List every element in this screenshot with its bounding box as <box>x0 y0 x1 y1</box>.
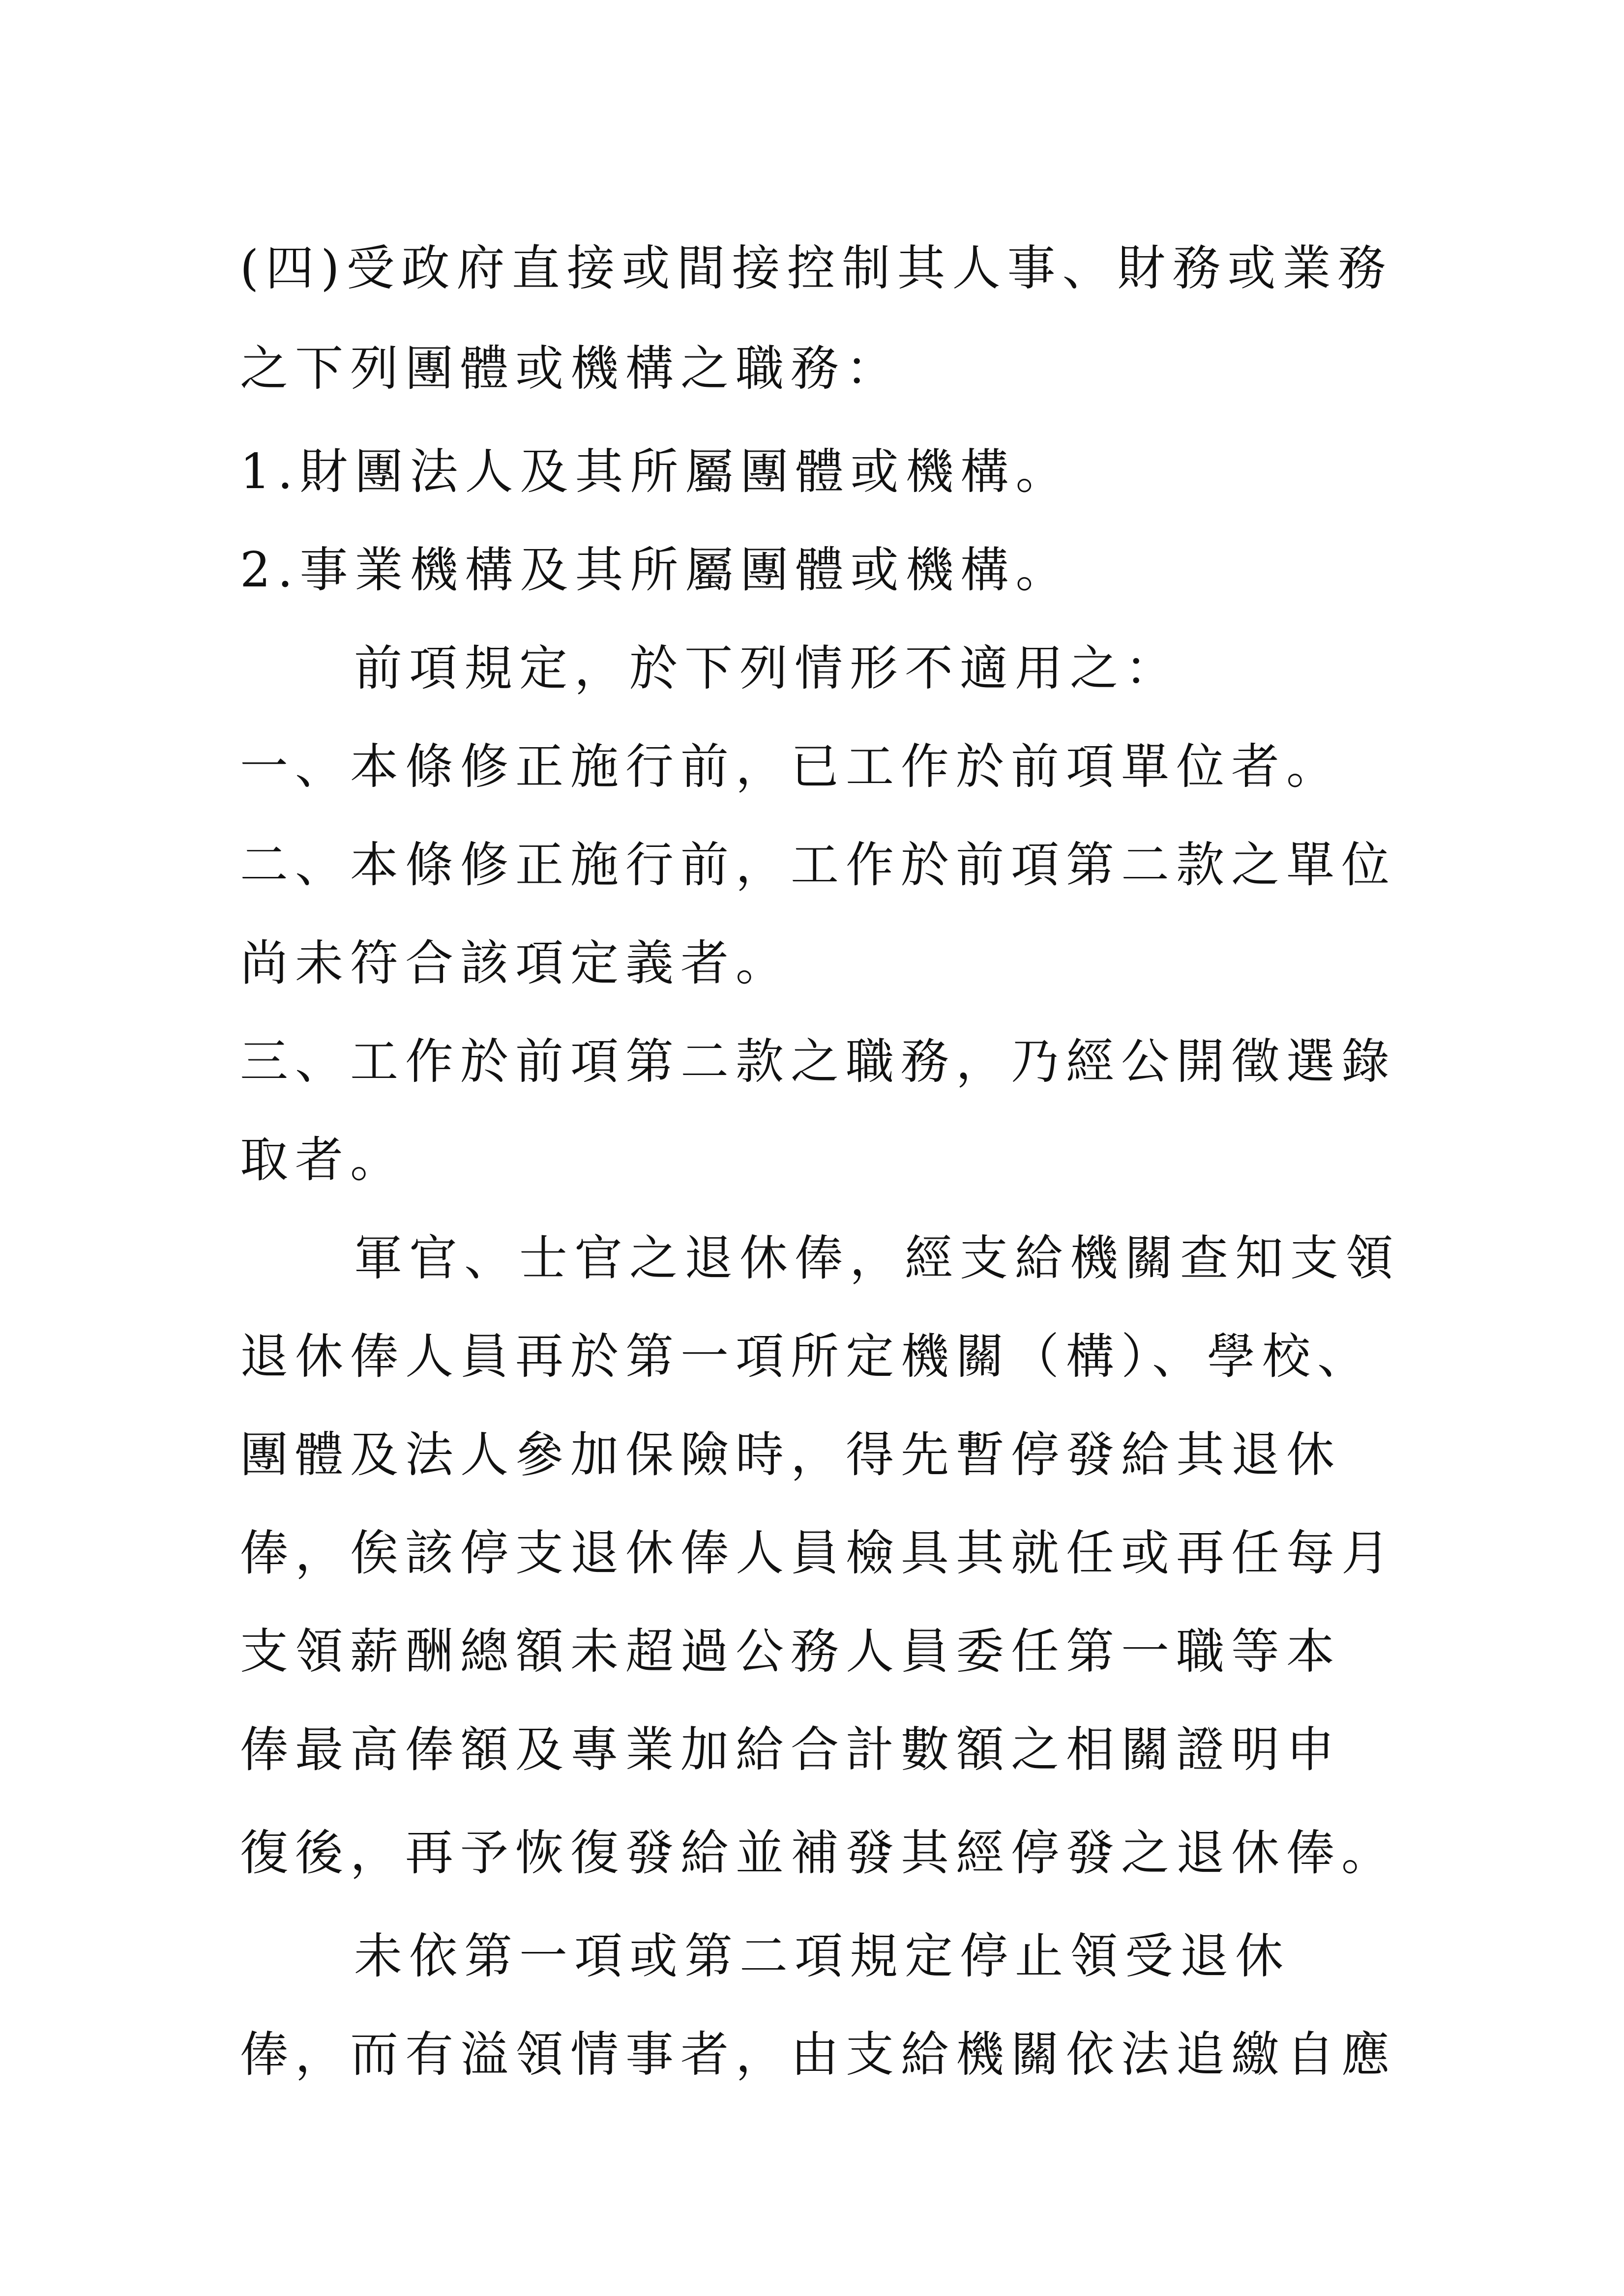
text-line: 二、本條修正施行前，工作於前項第二款之單位 <box>240 837 1397 893</box>
text-line: 尚未符合該項定義者。 <box>240 935 791 991</box>
text-line: 一、本條修正施行前，已工作於前項單位者。 <box>240 739 1342 795</box>
text-line: 之下列團體或機構之職務： <box>240 341 901 397</box>
text-line: 團體及法人參加保險時，得先暫停發給其退休 <box>240 1427 1342 1483</box>
text-line: 未依第一項或第二項規定停止領受退休 <box>354 1928 1291 1984</box>
text-line: 俸最高俸額及專業加給合計數額之相關證明申 <box>240 1722 1342 1778</box>
text-line: 退休俸人員再於第一項所定機關（構）、學校、 <box>240 1329 1373 1385</box>
text-line: 三、工作於前項第二款之職務，乃經公開徵選錄 <box>240 1034 1397 1090</box>
text-line: 2.事業機構及其所屬團體或機構。 <box>240 542 1071 598</box>
text-line: 前項規定，於下列情形不適用之： <box>354 640 1181 697</box>
text-line: 取者。 <box>240 1132 406 1188</box>
text-line: 俸，而有溢領情事者，由支給機關依法追繳自應 <box>240 2027 1397 2083</box>
text-line: 軍官、士官之退休俸，經支給機關查知支領 <box>354 1230 1401 1286</box>
text-line: 復後，再予恢復發給並補發其經停發之退休俸。 <box>240 1825 1397 1881</box>
text-line: (四)受政府直接或間接控制其人事、財務或業務 <box>240 240 1393 296</box>
text-line: 俸，俟該停支退休俸人員檢具其就任或再任每月 <box>240 1525 1397 1581</box>
text-line: 支領薪酬總額未超過公務人員委任第一職等本 <box>240 1624 1342 1680</box>
text-line: 1.財團法人及其所屬團體或機構。 <box>240 444 1071 500</box>
